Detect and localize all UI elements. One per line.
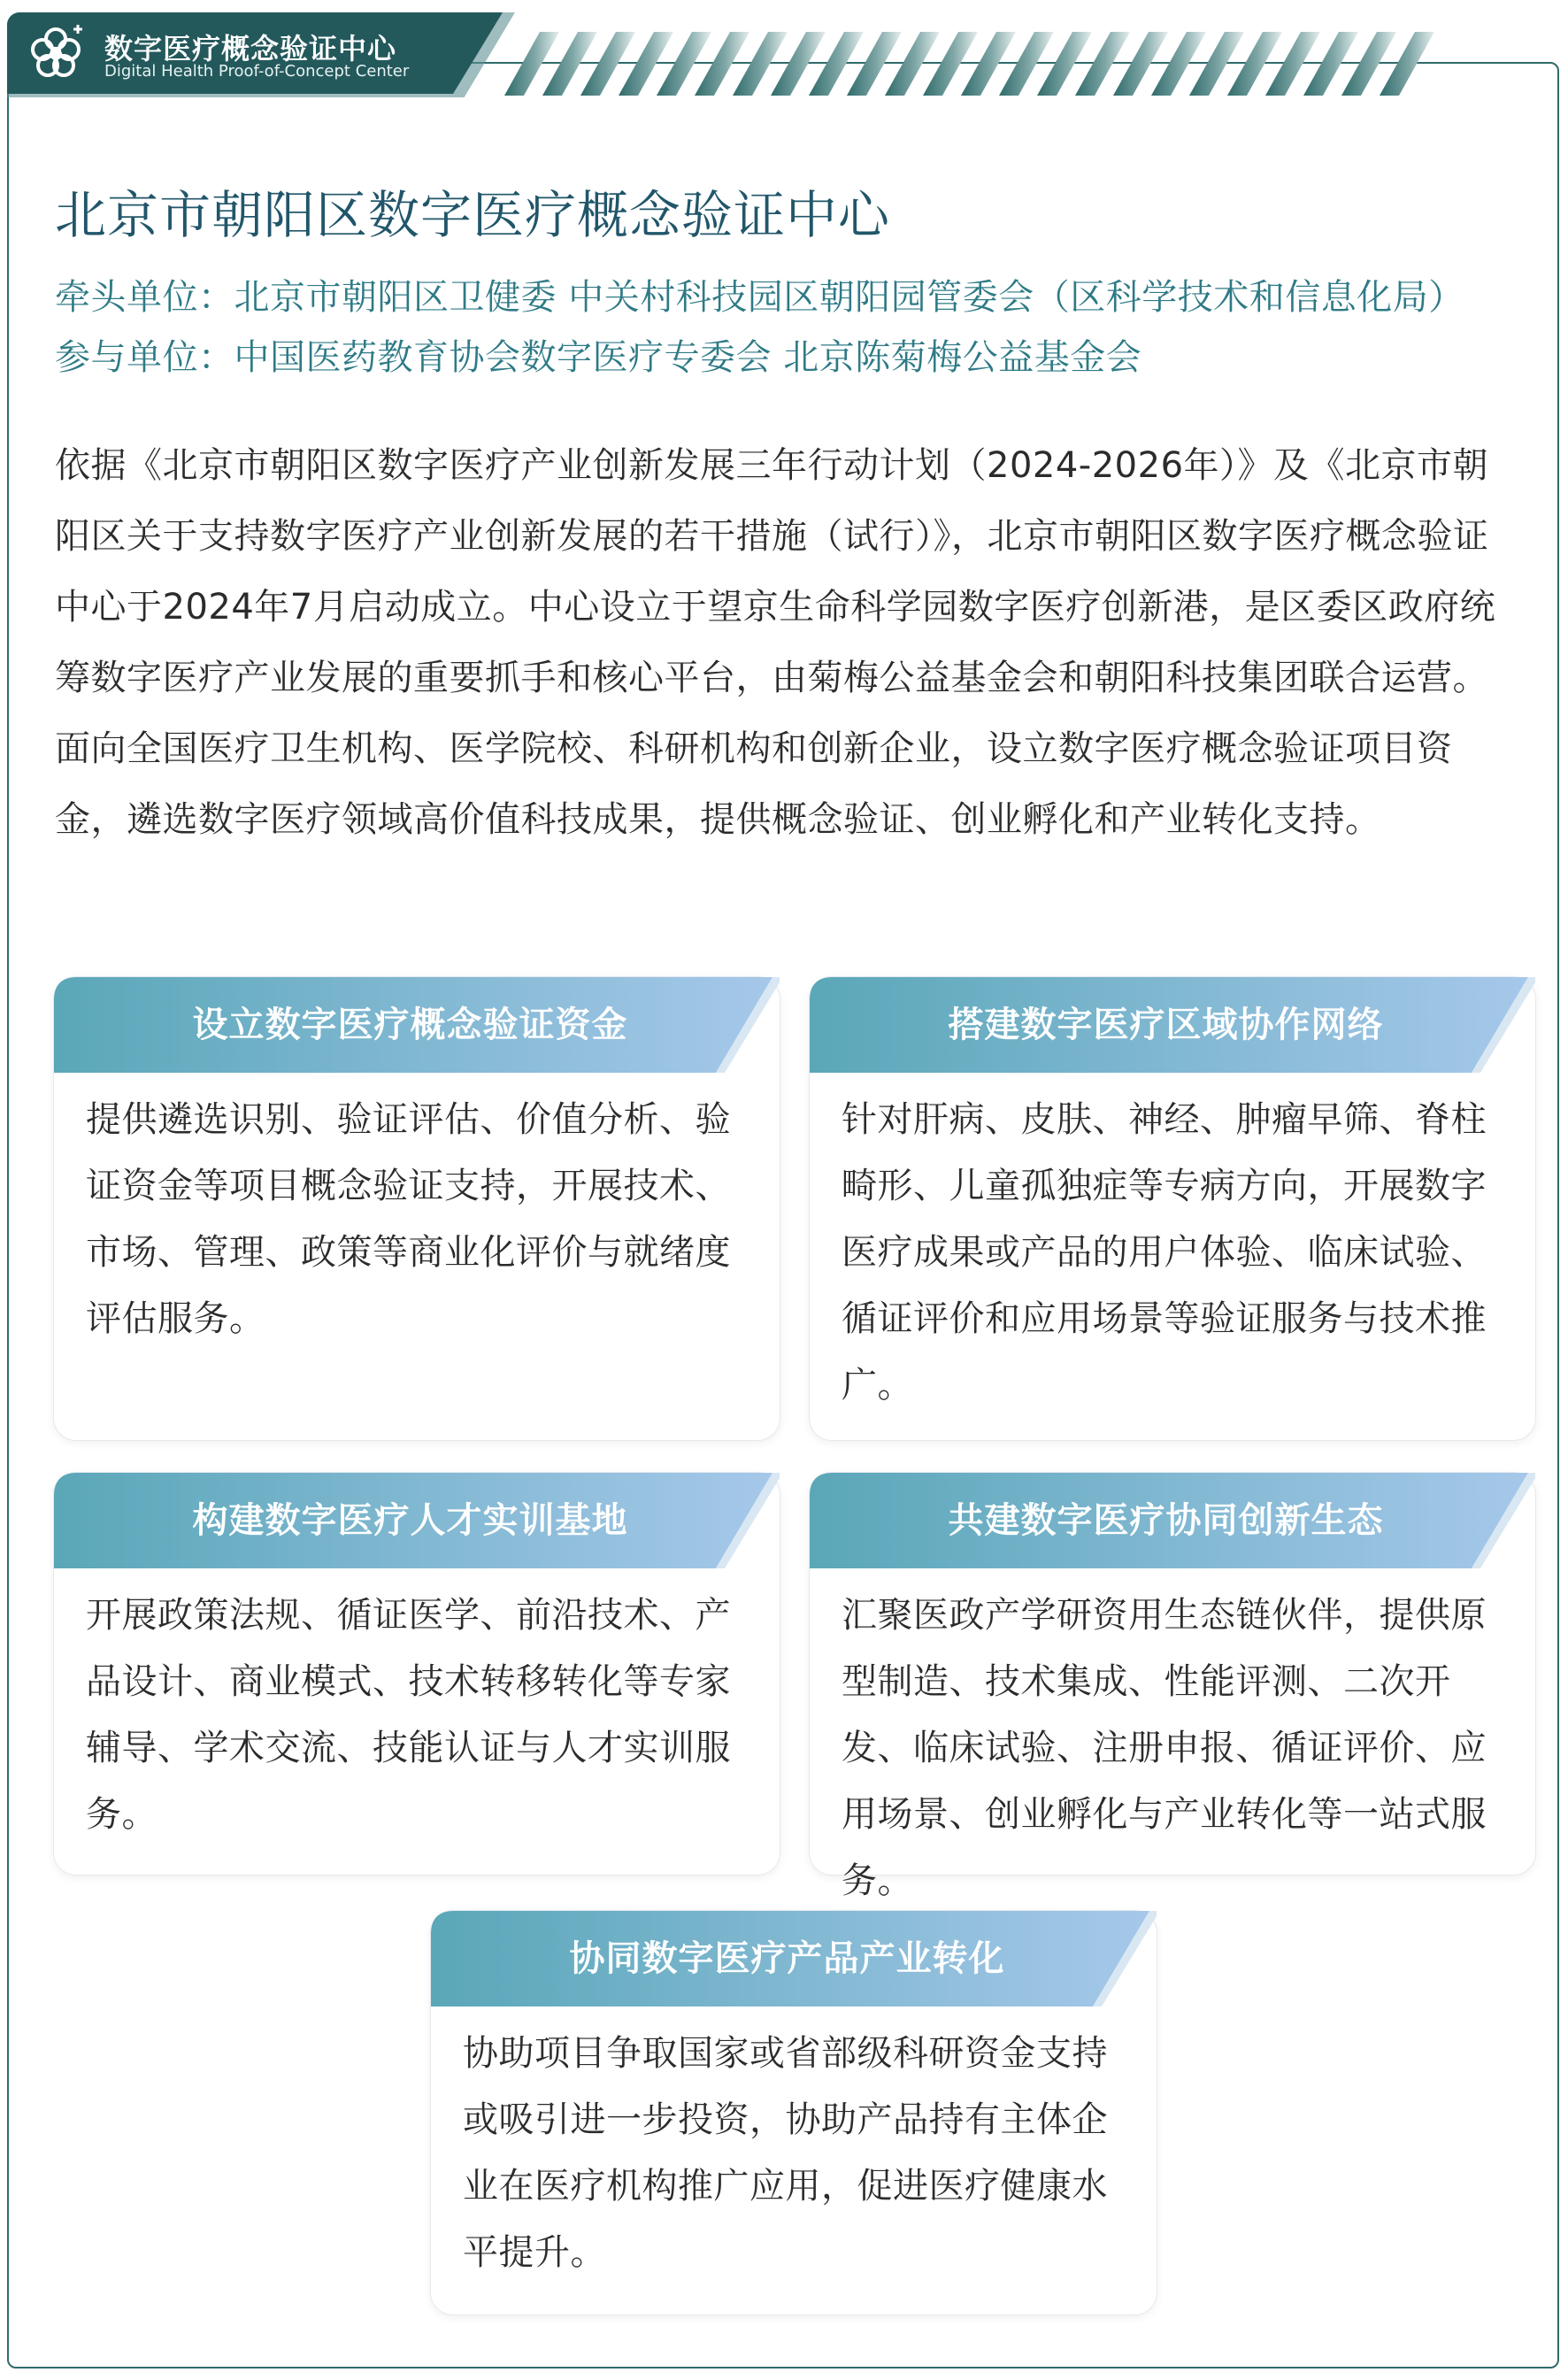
card-title: 构建数字医疗人才实训基地 <box>192 1500 628 1541</box>
logo-english-name: Digital Health Proof-of-Concept Center <box>104 62 410 81</box>
card-body: 汇聚医政产学研资用生态链伙伴，提供原型制造、技术集成、性能评测、二次开发、临床试验、注册申报、循证评价、应用场景、创业孵化与产业转化等一站式服务。 <box>842 1595 1487 1901</box>
card-title: 搭建数字医疗区域协作网络 <box>948 1005 1384 1045</box>
card-title: 共建数字医疗协同创新生态 <box>948 1500 1384 1541</box>
flower-logo-icon <box>25 21 87 83</box>
card-industry-transfer <box>430 1910 1157 2315</box>
intro-paragraph: 依据《北京市朝阳区数字医疗产业创新发展三年行动计划（2024-2026年）》及《北京市朝阳区关于支持数字医疗产业创新发展的若干措施（试行）》，北京市朝阳区数字医疗概念验证中心于2024年7月启动成立。中心设立于望京生命科学园数字医疗创新港，是区委区政府统筹数字医疗产业发展的重要抓手和核心平台，由菊梅公益基金会和朝阳科技集团联合运营。面向全国医疗卫生机构、医学院校、科研机构和创新企业，设立数字医疗概念验证项目资金，遴选数字医疗领域高价值科技成果，提供概念验证、创业孵化和产业转化支持。 <box>55 445 1496 840</box>
card-title: 设立数字医疗概念验证资金 <box>192 1005 628 1045</box>
card-body: 提供遴选识别、验证评估、价值分析、验证资金等项目概念验证支持，开展技术、市场、管理、政策等商业化评价与就绪度评估服务。 <box>86 1099 731 1339</box>
card-talent-base <box>53 1472 780 1876</box>
card-body: 针对肝病、皮肤、神经、肿瘤早筛、脊柱畸形、儿童孤独症等专病方向，开展数字医疗成果或产品的用户体验、临床试验、循证评价和应用场景等验证服务与技术推广。 <box>842 1099 1487 1406</box>
card-body: 协助项目争取国家或省部级科研资金支持或吸引进一步投资，协助产品持有主体企业在医疗机构推广应用，促进医疗健康水平提升。 <box>463 2033 1108 2273</box>
card-title: 协同数字医疗产品产业转化 <box>569 1938 1005 1979</box>
card-regional-network <box>809 976 1536 1441</box>
logo-chinese-name: 数字医疗概念验证中心 <box>104 32 397 65</box>
participating-unit: 参与单位：中国医药教育协会数字医疗专委会 北京陈菊梅公益基金会 <box>55 337 1142 378</box>
lead-unit: 牵头单位：北京市朝阳区卫健委 中关村科技园区朝阳园管委会（区科学技术和信息化局） <box>55 277 1464 318</box>
header-stripes-decoration <box>496 32 1442 96</box>
card-innovation-ecosystem <box>809 1472 1536 1901</box>
card-poc-fund <box>53 976 780 1441</box>
card-body: 开展政策法规、循证医学、前沿技术、产品设计、商业模式、技术转移转化等专家辅导、学术交流、技能认证与人才实训服务。 <box>86 1595 731 1835</box>
page-title: 北京市朝阳区数字医疗概念验证中心 <box>55 185 891 245</box>
